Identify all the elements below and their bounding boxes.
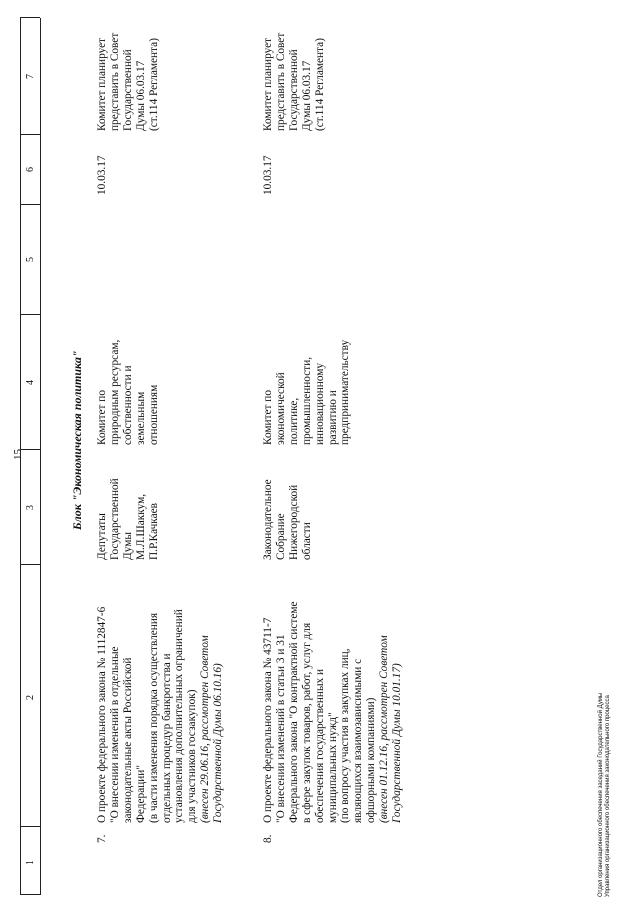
bill-title: О проекте федерального закона № 1112847-6 "О внесении изменений в отдельные законодательные акты Российской Федерации" (в части изменения порядка осуществления отдельных процедур банкротства и установления дополнительных ограничений для участников госзакупок) — [96, 606, 199, 823]
column-separator — [20, 314, 40, 315]
row-number: 7. — [96, 834, 108, 843]
footer — [598, 567, 612, 897]
footer-line-2: Управления организационного обеспечения законодательного процесса — [605, 695, 612, 897]
consideration-date: 10.03.17 — [262, 155, 274, 195]
column-separator — [20, 564, 40, 565]
column-separator — [20, 449, 40, 450]
bill-initiator: Законодательное Собрание Нижегородской области — [262, 479, 313, 560]
column-separator — [20, 826, 40, 827]
responsible-committee: Комитет по природным ресурсам, собственности и земельным отношениям — [96, 339, 160, 445]
table-top-border — [20, 18, 21, 895]
bill-status-note: (внесен 29.06.16, рассмотрен Советом Государственной Думы 06.10.16) — [199, 635, 225, 823]
table-header-border — [40, 18, 41, 895]
row-number: 8. — [262, 834, 274, 843]
column-number-5: 5 — [25, 257, 36, 262]
column-number-7: 7 — [25, 74, 36, 79]
footer-line-1: Отдел организационного обеспечения заседаний Государственной Думы — [598, 692, 604, 897]
bill-title: О проекте федерального закона № 43711-7 "О внесении изменений в статьи 3 и 31 Федерального закона "О контрактной системе в сфере закупок товаров, работ, услуг для обеспечения государственных и муниципальных нужд" (по вопросу участия в закупках лиц, являющихся взаимозависимыми с офшорными компаниями) — [262, 601, 378, 823]
remark: Комитет планирует представить в Совет Государственной Думы 06.03.17 (ст.114 Регламента) — [96, 32, 160, 131]
bill-description — [96, 565, 225, 823]
column-number-4: 4 — [25, 380, 36, 385]
bill-status-note: (внесен 01.12.16, рассмотрен Советом Государственной Думы 10.01.17) — [378, 635, 404, 823]
bill-initiator: Депутаты Государственной Думы М.Л.Шаккум, П.Р.Качкаев — [96, 478, 160, 560]
column-separator — [20, 894, 40, 895]
column-separator — [20, 134, 40, 135]
column-separator — [20, 204, 40, 205]
section-title: Блок "Экономическая политика" — [70, 350, 84, 530]
column-separator — [20, 17, 40, 18]
column-number-2: 2 — [25, 695, 36, 700]
page-number: 15 — [12, 449, 24, 460]
column-number-3: 3 — [25, 505, 36, 510]
responsible-committee: Комитет по экономической политике, промышленности, инновационному развитию и предпринимательству — [262, 339, 352, 445]
column-number-6: 6 — [25, 167, 36, 172]
bill-description — [262, 565, 404, 823]
consideration-date: 10.03.17 — [96, 155, 108, 195]
column-number-1: 1 — [25, 860, 36, 865]
remark: Комитет планирует представить в Совет Государственной Думы 06.03.17 (ст.114 Регламента) — [262, 32, 326, 131]
